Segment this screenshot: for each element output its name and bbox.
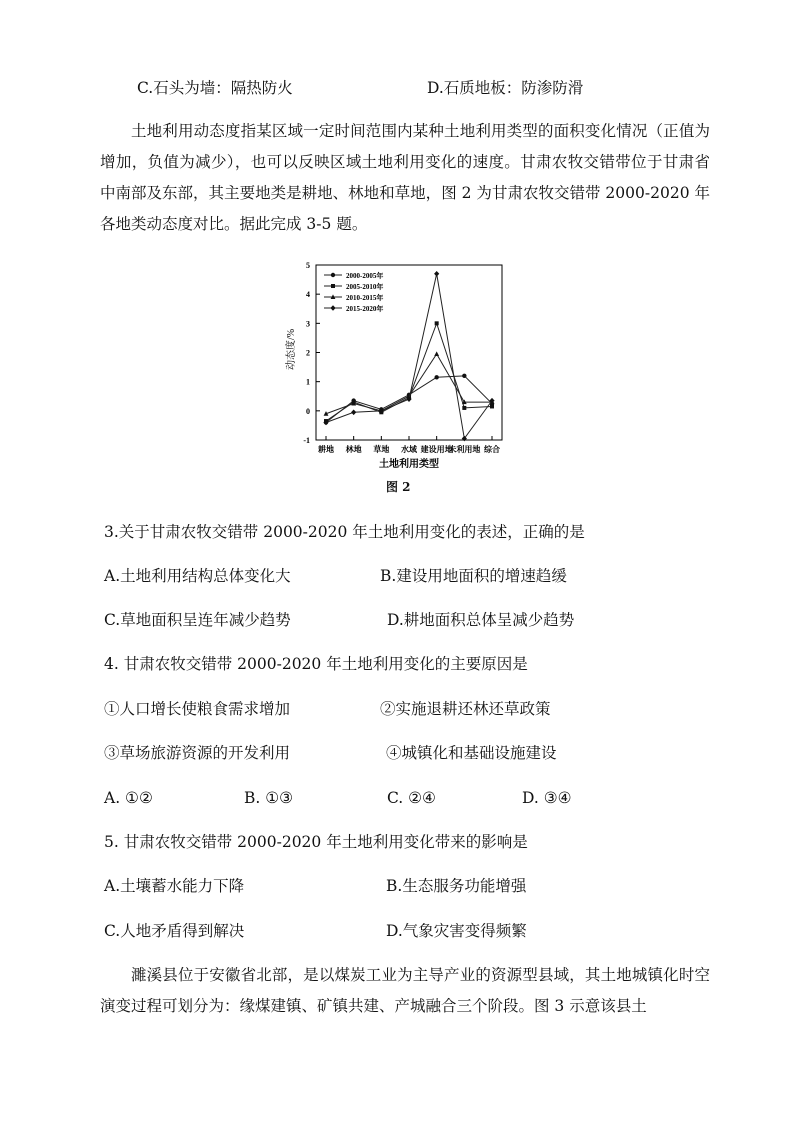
figure-2-chart (280, 255, 510, 475)
legend-marker (331, 273, 335, 277)
x-tick-label: 未利用地 (448, 445, 481, 454)
q4-statement-2: ②实施退耕还林还草政策 (380, 700, 551, 718)
q5-option-a: A.土壤蓄水能力下降 (104, 877, 245, 895)
q3-option-d: D.耕地面积总体呈减少趋势 (387, 611, 575, 629)
x-axis-label: 土地利用类型 (379, 459, 439, 470)
legend-label: 2005-2010年 (346, 283, 384, 291)
q4-stem: 4. 甘肃农牧交错带 2000-2020 年土地利用变化的主要原因是 (104, 655, 528, 673)
data-point (435, 321, 439, 325)
plot-frame (316, 265, 502, 440)
q4-option-d: D. ③④ (522, 789, 572, 807)
intro-paragraph-2: 濉溪县位于安徽省北部，是以煤炭工业为主导产业的资源型县域，其土地城镇化时空演变过程可划分为：缘煤建镇、矿镇共建、产城融合三个阶段。图 3 示意该县土 (100, 966, 710, 1015)
q3-option-c: C.草地面积呈连年减少趋势 (104, 611, 291, 629)
q3-option-b: B.建设用地面积的增速趋缓 (380, 567, 567, 585)
y-tick-label: 5 (306, 261, 310, 270)
legend-marker (330, 305, 335, 311)
series-2 (324, 321, 494, 423)
data-point (434, 271, 439, 277)
y-tick-label: -1 (303, 436, 310, 445)
data-point (462, 374, 466, 378)
q4-statement-4: ④城镇化和基础设施建设 (386, 744, 557, 762)
q5-option-c: C.人地矛盾得到解决 (104, 922, 245, 940)
q3-option-a: A.土地利用结构总体变化大 (104, 567, 291, 585)
legend-label: 2015-2020年 (346, 305, 384, 313)
legend-label: 2010-2015年 (346, 294, 384, 302)
y-tick-label: 0 (306, 406, 310, 416)
x-tick-label: 草地 (373, 445, 390, 454)
series-line (326, 354, 492, 414)
q5-stem: 5. 甘肃农牧交错带 2000-2020 年土地利用变化带来的影响是 (104, 833, 528, 851)
q4-option-a: A. ①② (104, 789, 153, 807)
q4-statement-3: ③草场旅游资源的开发利用 (104, 744, 291, 762)
y-tick-label: 2 (306, 348, 310, 358)
q2-option-d: D.石质地板：防渗防滑 (427, 79, 584, 97)
data-point (434, 375, 438, 379)
x-tick-label: 水域 (401, 445, 417, 454)
y-tick-label: 4 (306, 290, 310, 300)
y-tick-label: 3 (306, 319, 310, 329)
figure-caption: 图 2 (386, 480, 411, 494)
q3-stem: 3.关于甘肃农牧交错带 2000-2020 年土地利用变化的表述，正确的是 (104, 523, 585, 541)
y-axis-label: 动态度/% (286, 328, 297, 370)
q4-option-c: C. ②④ (387, 789, 436, 807)
data-point (462, 406, 466, 410)
y-axis-label-group (284, 329, 297, 370)
legend (324, 271, 383, 313)
data-point (490, 404, 494, 408)
q4-option-b: B. ①③ (244, 789, 294, 807)
q5-option-b: B.生态服务功能增强 (386, 877, 527, 895)
intro-paragraph-1: 土地利用动态度指某区域一定时间范围内某种土地利用类型的面积变化情况（正值为增加，负值为减少），也可以反映区域土地利用变化的速度。甘肃农牧交错带位于甘肃省中南部及东部，其主要地类是耕地、林地和草地，图 2 为甘肃农牧交错带 2000-2020 年各地类动态度对比。据此完成 3-5 题。 (100, 122, 710, 233)
y-ticks (303, 261, 320, 445)
x-tick-label: 建设用地 (420, 445, 453, 454)
legend-marker (331, 284, 335, 288)
x-tick-label: 耕地 (318, 445, 334, 454)
data-point (434, 351, 439, 356)
x-tick-label: 林地 (345, 445, 362, 454)
q4-statement-1: ①人口增长使粮食需求增加 (104, 700, 291, 718)
data-point (351, 409, 356, 415)
x-ticks (318, 436, 500, 454)
series-3 (324, 351, 495, 415)
q5-option-d: D.气象灾害变得频繁 (386, 922, 527, 940)
legend-label: 2000-2005年 (346, 272, 384, 280)
series-line (326, 323, 492, 421)
q2-option-c: C.石头为墙：隔热防火 (137, 79, 293, 97)
x-tick-label: 综合 (484, 445, 500, 454)
y-tick-label: 1 (306, 377, 310, 387)
